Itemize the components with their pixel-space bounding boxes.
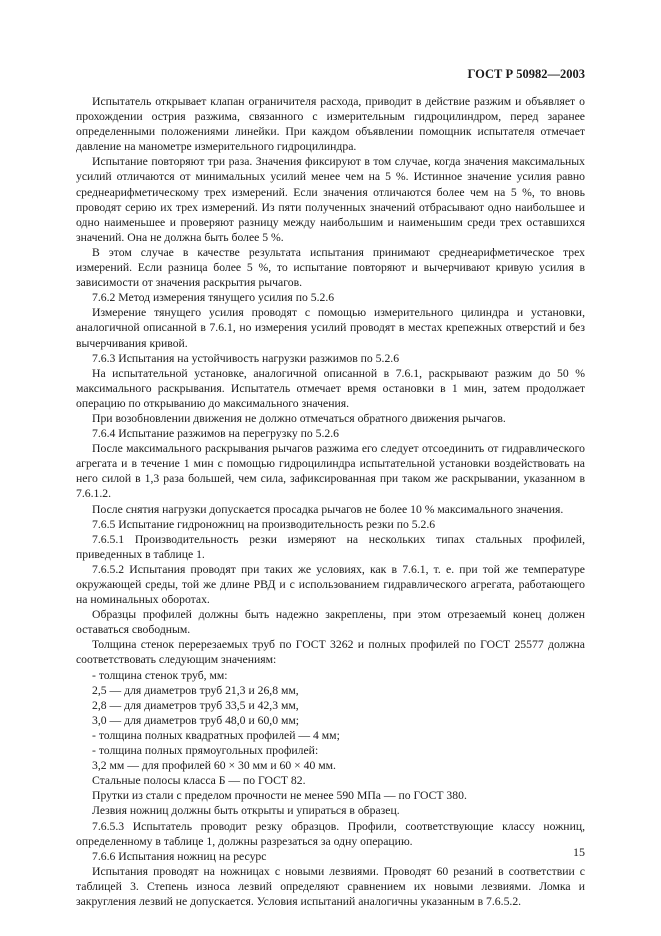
paragraph: 7.6.5.2 Испытания проводят при таких же условиях, как в 7.6.1, т. е. при той же температуре окружающей среды, той же длине РВД и с использованием гидравлического агрегата, работающего на номинальных оборотах.	[76, 562, 585, 607]
paragraph: После снятия нагрузки допускается просадка рычагов не более 10 % максимального значения.	[92, 502, 564, 516]
paragraph: Измерение тянущего усилия проводят с помощью измерительного цилиндра и установки, аналогичной описанной в 7.6.1, но измерения усилий проводят в местах крепежных отверстий и без вычерчивания кривой.	[76, 306, 585, 350]
section-heading: 7.6.5 Испытание гидроножниц на производительность резки по 5.2.6	[92, 517, 436, 531]
section-heading: 7.6.2 Метод измерения тянущего усилия по 5.2.6	[92, 291, 335, 305]
list-item: 2,8 — для диаметров труб 33,5 и 42,3 мм,	[92, 698, 299, 712]
paragraph: После максимального раскрывания рычагов разжима его следует отсоединить от гидравлического агрегата и в течение 1 мин с помощью гидроцилиндра испытательной установки воздействовать на него силой в 1,3 раза большей, чем сила, зафиксированная при таком же раскрывании, указанном в 7.6.1.2.	[76, 442, 585, 501]
paragraph: На испытательной установке, аналогичной описанной в 7.6.1, раскрывают разжим до 50 % максимального раскрывания. Испытатель отмечает время остановки в 1 мин, затем продолжает операцию по открыванию до максимального значения.	[76, 366, 585, 410]
page-number: 15	[573, 845, 585, 859]
paragraph: При возобновлении движения не должно отмечаться обратного движения рычагов.	[92, 411, 506, 425]
paragraph: 7.6.5.3 Испытатель проводит резку образцов. Профили, соответствующие классу ножниц, определенному в таблице 1, должны разрезаться за одну операцию.	[76, 819, 585, 848]
paragraph: Лезвия ножниц должны быть открыты и упираться в образец.	[92, 804, 400, 818]
section-heading: 7.6.3 Испытания на устойчивость нагрузки разжимов по 5.2.6	[92, 351, 400, 365]
document-code-header: ГОСТ Р 50982—2003	[467, 67, 585, 81]
paragraph: Образцы профилей должны быть надежно закреплены, при этом отрезаемый конец должен оставаться свободным.	[76, 608, 585, 637]
paragraph: Испытатель открывает клапан ограничителя расхода, приводит в действие разжим и объявляет о прохождении острия разжима, связанного с измерительным гидроцилиндром, перед заранее определенными положениями линейки. При каждом объявлении помощник испытателя отмечает давление на манометре измерительного гидроцилиндра.	[76, 95, 585, 154]
list-item: 3,0 — для диаметров труб 48,0 и 60,0 мм;	[92, 713, 300, 727]
paragraph: Испытания проводят на ножницах с новыми лезвиями. Проводят 60 резаний в соответствии с таблицей 3. Степень износа лезвий определяют сравнением их новыми лезвиями. Ломка и закругления лезвий не допускается. Условия испытаний аналогичны указанным в 7.6.5.2.	[76, 864, 585, 908]
paragraph: В этом случае в качестве результата испытания принимают среднеарифметическое трех измерений. Если разница более 5 %, то испытание повторяют и вычерчивают кривую усилия в зависимости от значения раскрытия рычагов.	[76, 245, 585, 290]
paragraph: 7.6.5.1 Производительность резки измеряют на нескольких типах стальных профилей, приведенных в таблице 1.	[76, 532, 585, 561]
section-heading: 7.6.4 Испытание разжимов на перегрузку по 5.2.6	[92, 427, 339, 441]
paragraph: Толщина стенок перерезаемых труб по ГОСТ 3262 и полных профилей по ГОСТ 25577 должна соответствовать следующим значениям:	[76, 638, 585, 667]
list-item: - толщина полных квадратных профилей — 4 мм;	[92, 728, 340, 742]
paragraph: Стальные полосы класса Б — по ГОСТ 82.	[92, 774, 306, 788]
document-body	[76, 94, 585, 909]
list-item: 3,2 мм — для профилей 60 × 30 мм и 60 × 40 мм.	[92, 759, 336, 773]
list-item: - толщина стенок труб, мм:	[92, 668, 228, 682]
list-item: 2,5 — для диаметров труб 21,3 и 26,8 мм,	[92, 683, 299, 697]
paragraph: Испытание повторяют три раза. Значения фиксируют в том случае, когда значения максимальных усилий отличаются от минимальных усилий менее чем на 5 %. Истинное значение усилия равно среднеарифметическому трех измерений. Если значения отличаются более чем на 5 %, то вновь проводят серию их трех измерений. Из пяти полученных значений отбрасывают одно наибольшее и одно наименьшее и проверяют разницу между наибольшим и наименьшим среди трех оставшихся значений. Она не должна быть более 5 %.	[76, 155, 585, 244]
list-item: - толщина полных прямоугольных профилей:	[92, 744, 319, 758]
paragraph: Прутки из стали с пределом прочности не менее 590 МПа — по ГОСТ 380.	[92, 789, 467, 803]
section-heading: 7.6.6 Испытания ножниц на ресурс	[92, 849, 267, 863]
